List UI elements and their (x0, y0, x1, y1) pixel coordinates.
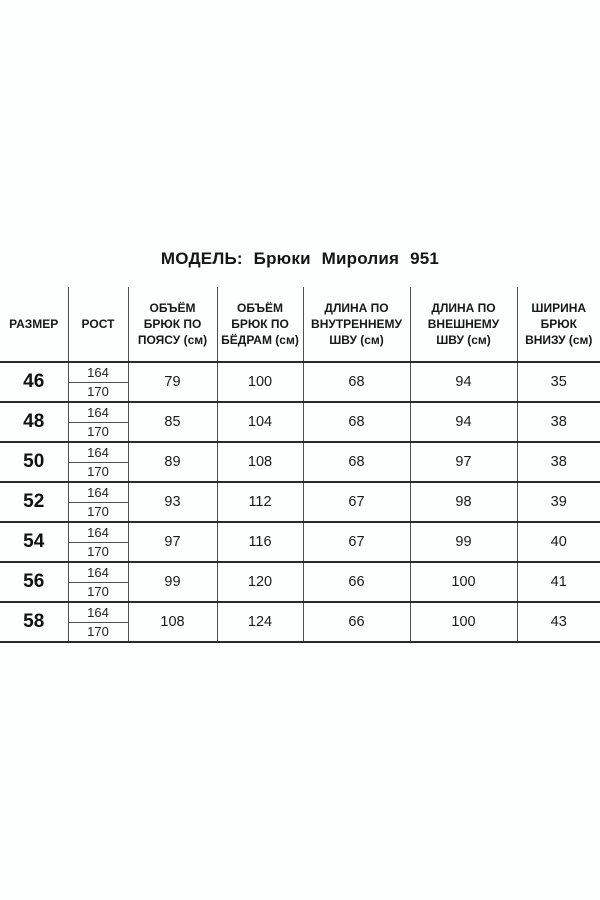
height-cell: 164 (68, 402, 128, 422)
height-cell: 170 (68, 582, 128, 602)
height-cell: 164 (68, 362, 128, 382)
value-cell: 38 (517, 442, 600, 482)
value-cell: 94 (410, 362, 517, 402)
value-cell: 116 (217, 522, 303, 562)
value-cell: 41 (517, 562, 600, 602)
table-row (0, 362, 600, 382)
value-cell: 66 (303, 562, 410, 602)
height-cell: 170 (68, 502, 128, 522)
height-cell: 170 (68, 462, 128, 482)
header-size: РАЗМЕР (0, 287, 68, 362)
value-cell: 120 (217, 562, 303, 602)
value-cell: 97 (128, 522, 217, 562)
height-cell: 164 (68, 522, 128, 542)
value-cell: 108 (128, 602, 217, 642)
page-title: МОДЕЛЬ: Брюки Миролия 951 (160, 249, 440, 268)
header-hip-volume: ОБЪЁМ БРЮК ПО БЁДРАМ (см) (217, 287, 303, 362)
size-cell: 48 (0, 402, 68, 442)
size-cell: 50 (0, 442, 68, 482)
height-cell: 164 (68, 602, 128, 622)
height-cell: 164 (68, 442, 128, 462)
table-row (0, 522, 600, 542)
table-row (0, 402, 600, 422)
value-cell: 66 (303, 602, 410, 642)
size-table (0, 287, 600, 643)
header-waist-volume: ОБЪЁМ БРЮК ПО ПОЯСУ (см) (128, 287, 217, 362)
value-cell: 43 (517, 602, 600, 642)
size-table-body (0, 362, 600, 642)
value-cell: 99 (410, 522, 517, 562)
height-cell: 164 (68, 482, 128, 502)
value-cell: 39 (517, 482, 600, 522)
table-row (0, 602, 600, 622)
height-cell: 170 (68, 622, 128, 642)
header-bottom-width: ШИРИНА БРЮК ВНИЗУ (см) (517, 287, 600, 362)
table-row (0, 562, 600, 582)
height-cell: 170 (68, 542, 128, 562)
value-cell: 94 (410, 402, 517, 442)
value-cell: 108 (217, 442, 303, 482)
header-row (0, 287, 600, 362)
value-cell: 68 (303, 442, 410, 482)
value-cell: 104 (217, 402, 303, 442)
size-cell: 54 (0, 522, 68, 562)
size-cell: 46 (0, 362, 68, 402)
value-cell: 67 (303, 522, 410, 562)
value-cell: 98 (410, 482, 517, 522)
value-cell: 99 (128, 562, 217, 602)
size-cell: 52 (0, 482, 68, 522)
value-cell: 85 (128, 402, 217, 442)
table-row (0, 482, 600, 502)
value-cell: 89 (128, 442, 217, 482)
height-cell: 164 (68, 562, 128, 582)
value-cell: 100 (410, 602, 517, 642)
value-cell: 97 (410, 442, 517, 482)
value-cell: 35 (517, 362, 600, 402)
height-cell: 170 (68, 382, 128, 402)
value-cell: 124 (217, 602, 303, 642)
header-outer-seam: ДЛИНА ПО ВНЕШНЕМУ ШВУ (см) (410, 287, 517, 362)
value-cell: 68 (303, 402, 410, 442)
header-inner-seam: ДЛИНА ПО ВНУТРЕННЕМУ ШВУ (см) (303, 287, 410, 362)
value-cell: 67 (303, 482, 410, 522)
height-cell: 170 (68, 422, 128, 442)
value-cell: 68 (303, 362, 410, 402)
value-cell: 40 (517, 522, 600, 562)
size-cell: 56 (0, 562, 68, 602)
value-cell: 79 (128, 362, 217, 402)
value-cell: 100 (217, 362, 303, 402)
value-cell: 38 (517, 402, 600, 442)
table-row (0, 442, 600, 462)
header-height: РОСТ (68, 287, 128, 362)
value-cell: 100 (410, 562, 517, 602)
value-cell: 93 (128, 482, 217, 522)
value-cell: 112 (217, 482, 303, 522)
size-cell: 58 (0, 602, 68, 642)
